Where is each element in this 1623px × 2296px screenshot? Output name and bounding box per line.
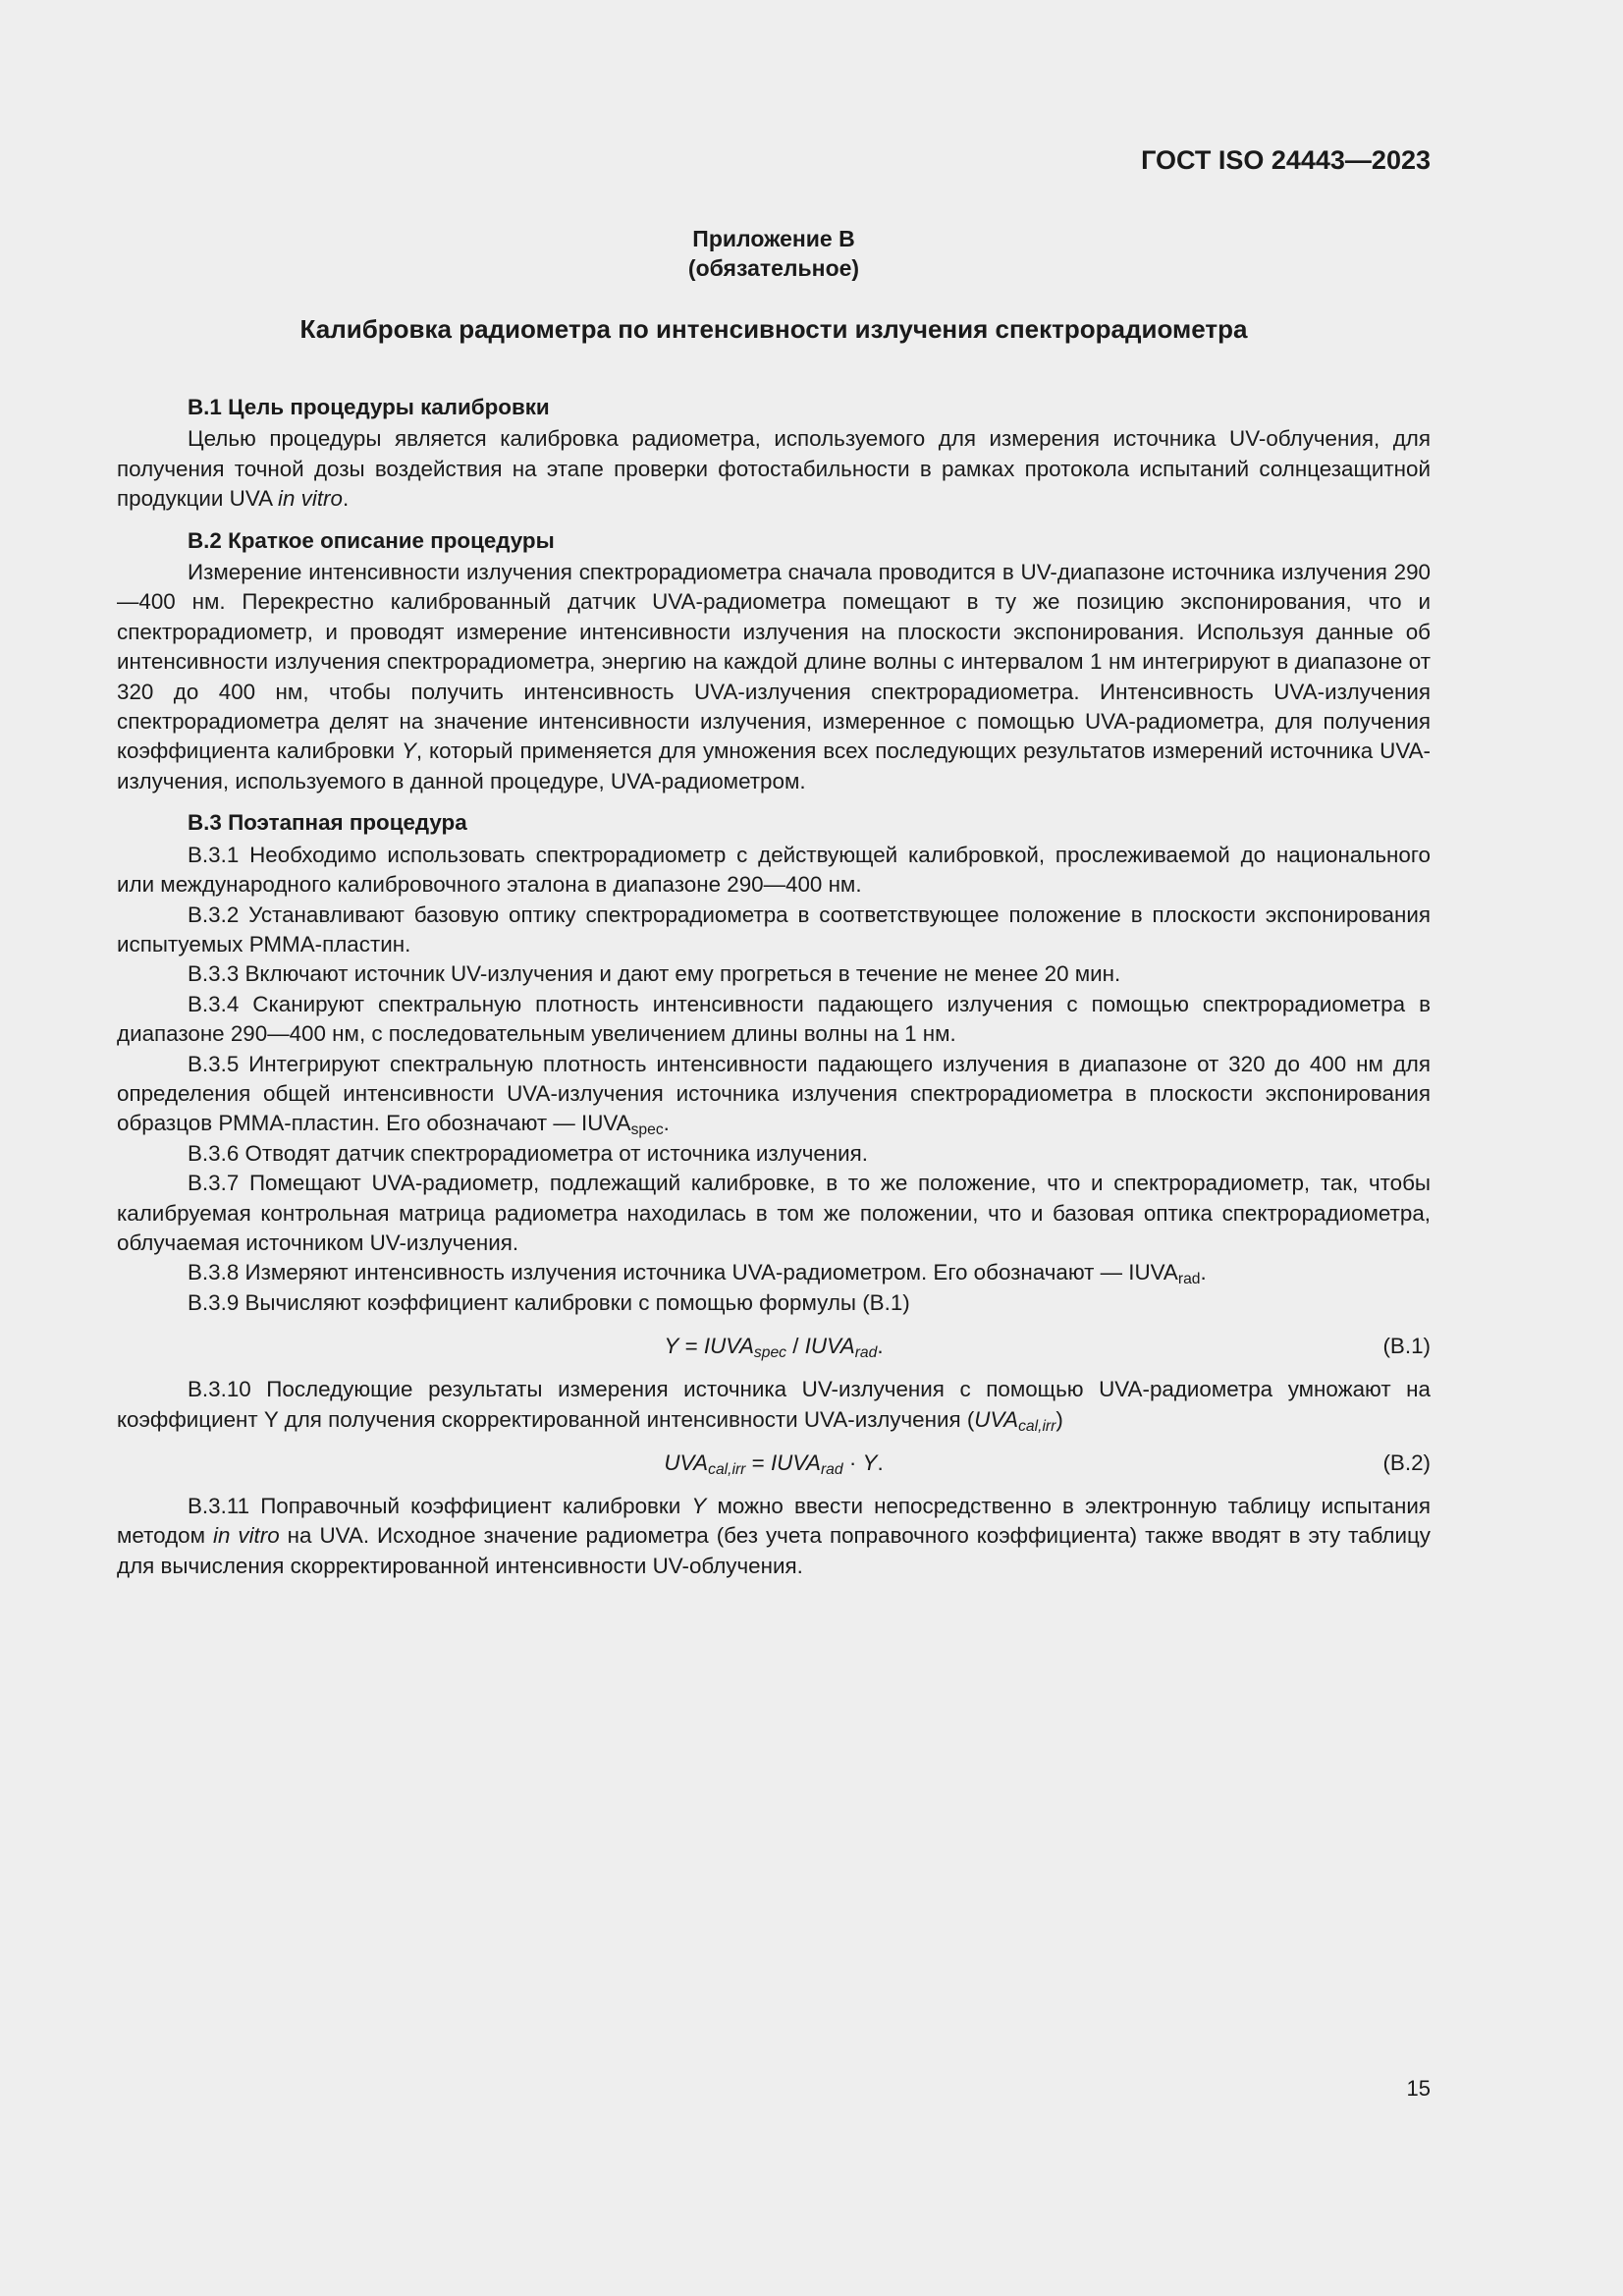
formula-number: (В.1) — [1382, 1334, 1431, 1359]
paragraph: В.3.3 Включают источник UV-излучения и дают ему прогреться в течение не менее 20 мин. — [188, 961, 1121, 987]
formula-term: IUVA — [703, 1334, 754, 1359]
formula-expression — [117, 1449, 1431, 1478]
annex-title: Калибровка радиометра по интенсивности излучения спектрорадиометра — [299, 314, 1248, 344]
text-run: можно ввести непосредственно в электронную таблицу испытания методом — [117, 1494, 1431, 1549]
formula-expression — [117, 1332, 1431, 1361]
document-body — [117, 393, 1431, 1581]
formula-number: (В.2) — [1382, 1450, 1431, 1475]
paragraph — [117, 424, 1431, 514]
text-run: Целью процедуры является калибровка радиометра, используемого для измерения источника UV-облучения, для получения точной дозы воздействия на этапе проверки фотостабильности в рамках протокола испытаний солнцезащитной продукции UVA — [117, 426, 1431, 512]
text-run: В.3.5 Интегрируют спектральную плотность интенсивности падающего излучения в диапазоне от 320 до 400 нм для определения общей интенсивности UVA-излучения источника излучения спектрорадиометра в плоскости экспонирования образцов РММА-пластин. Его обозначают — IUVA — [117, 1051, 1431, 1136]
text-run: В.3.11 Поправочный коэффициент калибровки — [188, 1494, 692, 1518]
formula-term: IUVA — [804, 1334, 855, 1359]
italic-text: UVA — [974, 1406, 1019, 1432]
formula-term: IUVA — [770, 1450, 821, 1475]
annex-status: (обязательное) — [687, 255, 860, 281]
paragraph: В.3.2 Устанавливают базовую оптику спектрорадиометра в соответствующее положение в плоскости экспонирования испытуемых РММА-пластин. — [117, 902, 1431, 957]
paragraph: В.3.1 Необходимо использовать спектрорадиометр с действующей калибровкой, прослеживаемой до национального или международного калибровочного эталона в диапазоне 290—400 нм. — [117, 842, 1431, 898]
document-code: ГОСТ ISO 24443—2023 — [1141, 145, 1431, 175]
formula-term: Y — [664, 1334, 679, 1359]
section-heading: В.2 Краткое описание процедуры — [188, 527, 555, 553]
text-run: . — [342, 486, 350, 512]
section-heading: В.1 Цель процедуры калибровки — [188, 395, 550, 419]
formula-operator: / — [786, 1334, 805, 1359]
paragraph — [117, 1375, 1431, 1435]
paragraph: В.3.9 Вычисляют коэффициент калибровки с помощью формулы (В.1) — [188, 1289, 910, 1315]
italic-text: in vitro — [278, 486, 343, 512]
paragraph — [117, 1258, 1431, 1287]
formula-b1 — [117, 1332, 1431, 1361]
formula-term: Y — [862, 1450, 878, 1475]
page-number: 15 — [1406, 2076, 1431, 2101]
formula-operator: = — [745, 1450, 771, 1475]
formula-operator: . — [877, 1334, 884, 1359]
paragraph — [117, 1050, 1431, 1139]
text-run: . — [1200, 1260, 1207, 1285]
annex-heading — [0, 224, 1547, 283]
italic-text: Y — [401, 738, 416, 764]
formula-operator: = — [678, 1334, 704, 1359]
subscript: rad — [854, 1344, 878, 1362]
formula-operator: . — [877, 1450, 884, 1475]
text-run: . — [663, 1111, 670, 1136]
annex-label: Приложение В — [692, 226, 855, 251]
subscript: spec — [753, 1344, 786, 1362]
subscript: cal,irr — [1018, 1417, 1056, 1435]
formula-operator: · — [842, 1450, 863, 1475]
text-run: на UVA. Исходное значение радиометра (без учета поправочного коэффициента) также вводят в эту таблицу для вычисления скорректированной интенсивности UV-облучения. — [117, 1523, 1432, 1578]
subscript: cal,irr — [708, 1461, 746, 1478]
text-run: , который применяется для умножения всех последующих результатов измерений источника UVA-излучения, используемого в данной процедуре, UVA-радиометром. — [117, 738, 1431, 793]
text-run: ) — [1055, 1406, 1063, 1432]
subscript: spec — [630, 1121, 664, 1139]
italic-text: Y — [691, 1494, 707, 1518]
text-run: В.3.10 Последующие результаты измерения источника UV-излучения с помощью UVA-радиометра умножают на коэффициент Y для получения скорректированной интенсивности UVA-излучения ( — [117, 1377, 1431, 1432]
text-run: В.3.8 Измеряют интенсивность излучения источника UVA-радиометром. Его обозначают — IUVA — [188, 1260, 1178, 1285]
paragraph — [117, 1492, 1431, 1581]
section-heading: В.3 Поэтапная процедура — [188, 810, 467, 836]
italic-text: in vitro — [212, 1523, 280, 1549]
paragraph: В.3.4 Сканируют спектральную плотность интенсивности падающего излучения с помощью спектрорадиометра в диапазоне 290—400 нм, с последовательным увеличением длины волны на 1 нм. — [117, 991, 1431, 1047]
subscript: rad — [1177, 1271, 1201, 1288]
paragraph: В.3.6 Отводят датчик спектрорадиометра от источника излучения. — [188, 1140, 869, 1166]
formula-term: UVA — [664, 1450, 709, 1475]
text-run: Измерение интенсивности излучения спектрорадиометра сначала проводится в UV-диапазоне источника излучения 290—400 нм. Перекрестно калиброванный датчик UVA-радиометра помещают в ту же позицию экспонирования, что и спектрорадиометр, и проводят измерение интенсивности излучения на плоскости экспонирования. Используя данные об интенсивности излучения спектрорадиометра, энергию на каждой длине волны с интервалом 1 нм интегрируют в диапазоне от 320 до 400 нм, чтобы получить интенсивность UVA-излучения спектрорадиометра. Интенсивность UVA-излучения спектрорадиометра делят на значение интенсивности излучения, измеренное с помощью UVA-радиометра, для получения коэффициента калибровки — [117, 560, 1431, 764]
formula-b2 — [117, 1449, 1431, 1478]
subscript: rad — [820, 1461, 843, 1478]
paragraph: В.3.7 Помещают UVA-радиометр, подлежащий калибровке, в то же положение, что и спектрорадиометр, так, чтобы калибруемая контрольная матрица радиометра находилась в том же положении, что и базовая оптика спектрорадиометра, облучаемая источником UV-излучения. — [117, 1171, 1431, 1255]
paragraph — [117, 558, 1431, 796]
